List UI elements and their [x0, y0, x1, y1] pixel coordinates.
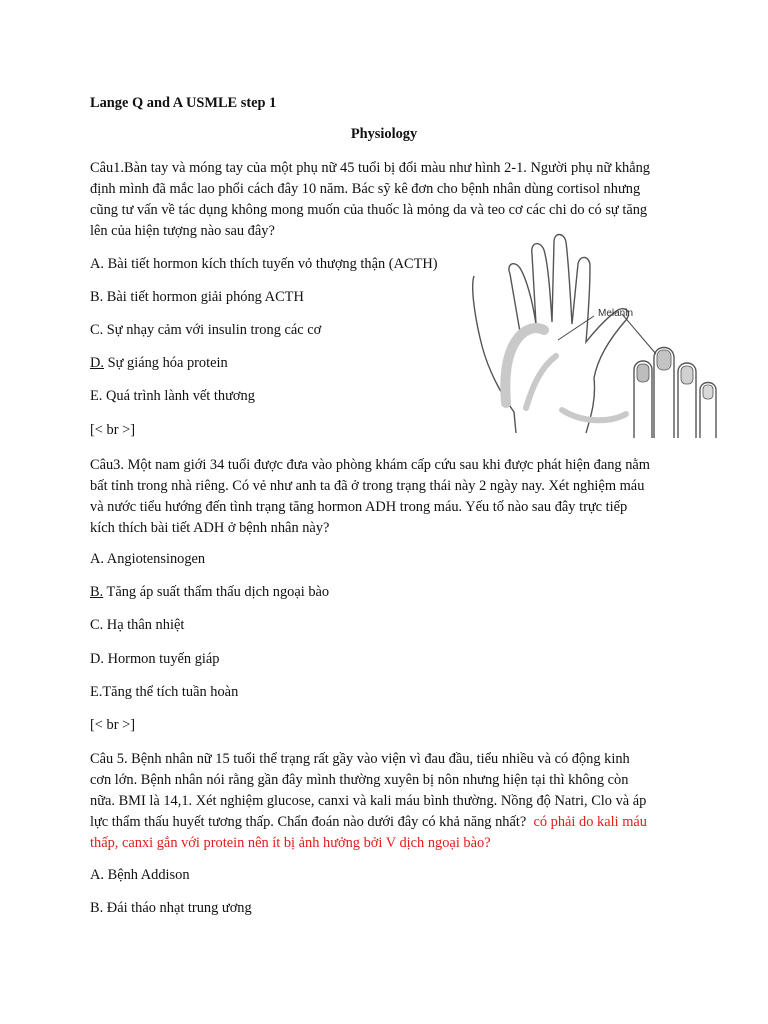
q5-option-a [90, 865, 190, 885]
q5-stem-line [90, 812, 690, 833]
q3-option-e [90, 682, 238, 702]
q3-option-d [90, 649, 220, 669]
q3-option-a [90, 549, 205, 569]
q3-separator: [< br >] [90, 717, 135, 733]
option-letter: E. [90, 388, 103, 404]
q1-stem-line: cũng tư vấn về tác dụng không mong muốn của thuốc là mỏng da và teo cơ các chi do có sự tăng [90, 202, 648, 218]
option-letter: A. [90, 256, 104, 272]
option-text: Sự giáng hóa protein [104, 355, 228, 371]
q3-stem-line: Câu3. Một nam giới 34 tuổi được đưa vào phòng khám cấp cứu sau khi được phát hiện đang nằm [90, 457, 650, 473]
q3-stem-line: bất tỉnh trong nhà riêng. Có vẻ như anh ta đã ở trong trạng thái này 2 ngày nay. Xét nghiệm máu [90, 478, 645, 494]
option-letter: C. [90, 322, 104, 338]
q3-option-c [90, 615, 184, 635]
option-text: Tăng thể tích tuần hoàn [102, 684, 239, 700]
option-text: Hạ thân nhiệt [103, 617, 185, 633]
option-text: Angiotensinogen [104, 551, 206, 567]
q3-stem-line: kích thích bài tiết ADH ở bệnh nhân này? [90, 520, 330, 536]
option-text: Đái tháo nhạt trung ương [103, 900, 252, 916]
option-text: Hormon tuyến giáp [104, 651, 220, 667]
q3-option-b [90, 582, 329, 602]
option-text: Bài tiết hormon giải phóng ACTH [103, 289, 304, 305]
option-text: Quá trình lành vết thương [102, 388, 255, 404]
q1-option-a [90, 254, 438, 274]
q1-stem-line: Câu1.Bàn tay và móng tay của một phụ nữ 45 tuổi bị đổi màu như hình 2-1. Người phụ nữ khẳng [90, 160, 651, 176]
melanin-label: Melanin [598, 308, 634, 319]
option-letter: D. [90, 651, 104, 667]
option-letter: B. [90, 584, 104, 600]
option-letter: C. [90, 617, 104, 633]
hand-illustration [466, 228, 736, 438]
q1-option-b [90, 287, 304, 307]
q5-stem [90, 749, 690, 854]
q5-note-inline: có phải do kali máu [533, 814, 647, 830]
hand-outline [473, 235, 629, 434]
document-header: Lange Q and A USMLE step 1 [90, 95, 277, 111]
option-letter: E. [90, 684, 103, 700]
q1-option-d [90, 353, 228, 373]
option-text: Tăng áp suất thẩm thấu dịch ngoại bào [103, 584, 330, 600]
q5-stem-line: cơn lớn. Bệnh nhân nói rằng gần đây mình thường xuyên bị nôn nhưng hiện tại thì không còn [90, 772, 629, 788]
option-text: Sự nhạy cảm với insulin trong các cơ [103, 322, 322, 338]
q1-stem-line: lên của hiện tượng nào sau đây? [90, 223, 275, 239]
q1-option-e [90, 386, 255, 406]
option-letter: A. [90, 551, 104, 567]
q5-stem-last: lực thẩm thấu huyết tương thấp. Chẩn đoán nào dưới đây có khả năng nhất? [90, 814, 527, 830]
option-text: Bài tiết hormon kích thích tuyến vỏ thượng thận (ACTH) [104, 256, 438, 272]
option-letter: A. [90, 867, 104, 883]
q1-option-c [90, 320, 321, 340]
q5-stem-line: nữa. BMI là 14,1. Xét nghiệm glucose, canxi và kali máu bình thường. Nồng độ Natri, Clo và áp [90, 793, 647, 809]
q1-stem-line: định mình đã mắc lao phổi cách đây 10 năm. Bác sỹ kê đơn cho bệnh nhân dùng cortisol nhưng [90, 181, 641, 197]
q5-stem-line: Câu 5. Bệnh nhân nữ 15 tuổi thể trạng rất gầy vào viện vì đau đầu, tiểu nhiều và có động kinh [90, 751, 630, 767]
q5-option-b [90, 898, 252, 918]
option-text: Bệnh Addison [104, 867, 190, 883]
option-letter: B. [90, 900, 104, 916]
q3-stem-line: và nước tiểu hướng đến tình trạng tăng hormon ADH trong máu. Yếu tố nào sau đây trực tiếp [90, 499, 628, 515]
q1-separator: [< br >] [90, 422, 135, 438]
option-letter: B. [90, 289, 104, 305]
q5-note-line: thấp, canxi gắn với protein nên ít bị ảnh hưởng bởi V dịch ngoại bào? [90, 835, 491, 851]
document-title: Physiology [350, 126, 418, 142]
q3-stem [90, 455, 690, 539]
hand-figure [466, 228, 736, 438]
option-letter: D. [90, 355, 104, 371]
